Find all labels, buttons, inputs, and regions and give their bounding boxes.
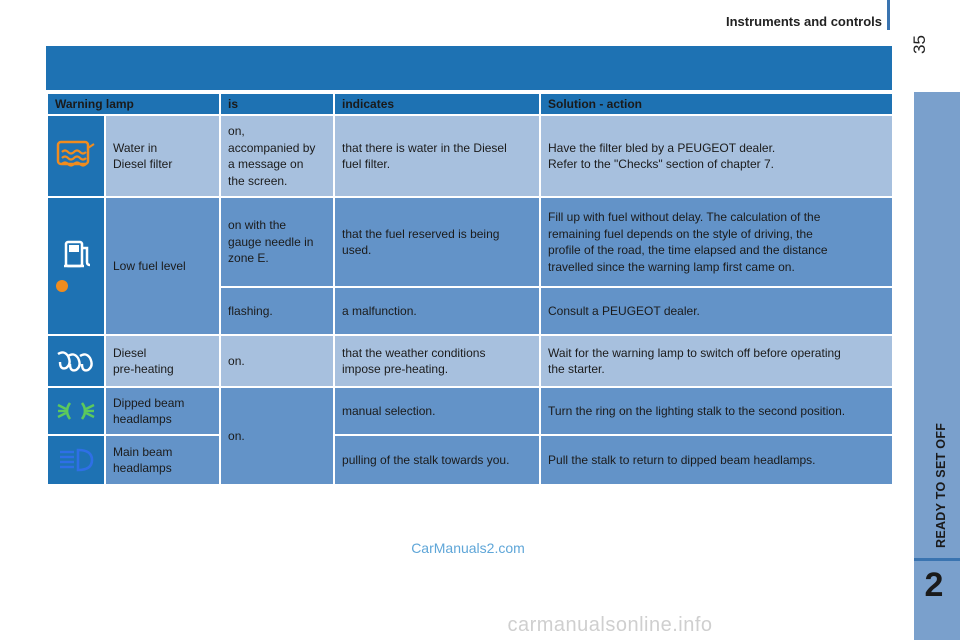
lamp-state: on with the gauge needle in zone E. — [220, 197, 334, 287]
col-header-is: is — [220, 93, 334, 115]
lamp-name: Water in Diesel filter — [105, 115, 220, 197]
icon-cell — [47, 335, 105, 387]
icon-cell — [47, 115, 105, 197]
chapter-number: 2 — [924, 566, 944, 604]
preheating-coil-icon — [54, 348, 98, 374]
table-row — [47, 197, 893, 287]
table-row — [47, 335, 893, 387]
lamp-state: flashing. — [220, 287, 334, 335]
page-number: 35 — [910, 35, 929, 54]
icon-cell — [47, 197, 105, 335]
lamp-action: Pull the stalk to return to dipped beam headlamps. — [540, 435, 893, 485]
table-row — [47, 387, 893, 435]
table-row — [47, 115, 893, 197]
site-watermark — [0, 540, 960, 556]
warning-lamp-table — [46, 92, 894, 486]
lamp-meaning: a malfunction. — [334, 287, 540, 335]
chapter-title: READY TO SET OFF — [934, 422, 948, 548]
lamp-meaning: that the weather conditions impose pre-heating. — [334, 335, 540, 387]
table-banner — [46, 46, 892, 90]
lamp-name: Low fuel level — [105, 197, 220, 335]
col-header-warning-lamp: Warning lamp — [47, 93, 220, 115]
lamp-action: Turn the ring on the lighting stalk to the second position. — [540, 387, 893, 435]
table-header-row — [47, 93, 893, 115]
lamp-action: Consult a PEUGEOT dealer. — [540, 287, 893, 335]
site-watermark-text: CarManuals2.com — [411, 540, 525, 556]
col-header-indicates: indicates — [334, 93, 540, 115]
lamp-action: Wait for the warning lamp to switch off before operating the starter. — [540, 335, 893, 387]
icon-cell — [47, 435, 105, 485]
lamp-meaning: pulling of the stalk towards you. — [334, 435, 540, 485]
water-in-fuel-icon — [56, 140, 96, 172]
footer-watermark-text: carmanualsonline.info — [507, 614, 713, 636]
table-row — [47, 435, 893, 485]
col-header-solution: Solution - action — [540, 93, 893, 115]
lamp-state: on. — [220, 387, 334, 485]
lamp-name: Dipped beam headlamps — [105, 387, 220, 435]
footer-watermark — [0, 614, 960, 637]
header-divider — [887, 0, 890, 30]
warning-lamp-table-wrapper — [46, 92, 892, 486]
lamp-name: Main beam headlamps — [105, 435, 220, 485]
fuel-pump-icon — [54, 236, 98, 296]
lamp-name: Diesel pre-heating — [105, 335, 220, 387]
lamp-state: on, accompanied by a message on the screen. — [220, 115, 334, 197]
lamp-action: Have the filter bled by a PEUGEOT dealer. Refer to the "Checks" section of chapter 7. — [540, 115, 893, 197]
lamp-action: Fill up with fuel without delay. The calculation of the remaining fuel depends on the style of driving, the profile of the road, the time elapsed and the distance travelled since the warning lamp first came on. — [540, 197, 893, 287]
main-beam-icon — [54, 446, 98, 474]
lamp-state: on. — [220, 335, 334, 387]
chapter-divider — [914, 558, 960, 561]
dipped-beam-icon — [54, 397, 98, 425]
section-title: Instruments and controls — [725, 14, 882, 29]
lamp-meaning: manual selection. — [334, 387, 540, 435]
lamp-meaning: that the fuel reserved is being used. — [334, 197, 540, 287]
icon-cell — [47, 387, 105, 435]
lamp-meaning: that there is water in the Diesel fuel filter. — [334, 115, 540, 197]
